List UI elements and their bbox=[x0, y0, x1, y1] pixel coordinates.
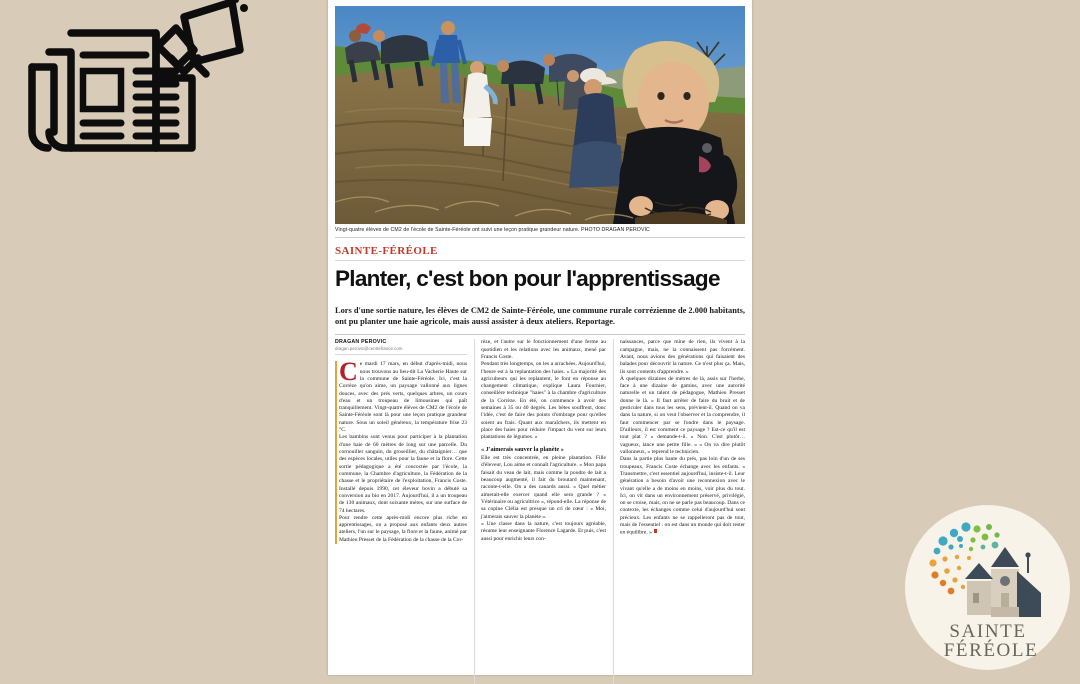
article-photo bbox=[335, 6, 745, 224]
newspaper-megaphone-icon bbox=[8, 0, 268, 175]
lead-accent-bar bbox=[335, 361, 337, 544]
article-body-columns bbox=[335, 339, 745, 684]
article-standfirst: Lors d'une sortie nature, les élèves de CM2 de Sainte-Féréole, une commune rurale corrézienne de 2.000 habitants, ont pu planter une haie agricole, mais aussi assister à deux ateliers. Reportage. bbox=[335, 305, 745, 327]
article-headline: Planter, c'est bon pour l'apprentissage bbox=[335, 265, 720, 291]
paragraph: Elle est très concentrée, en pleine plantation. Fille d'éleveur, Lou aime et connaît l'agriculture. « Mon papa faisait du veau de lait, mais comme la poudre de lait a beaucoup augmenté, il fait du broutard maintenant, raconte-t-elle. On a des canards aussi. » Quel métier aimerait-elle exercer quand elle sera grande ? « Vétérinaire ou agricultrice », répond-elle. La réponse de sa copine Clélia est presque un cri de cœur : « Moi, j'aimerais sauver la planète ». bbox=[481, 455, 606, 520]
paragraph: rèze, et l'autre sur le fonctionnement d'une ferme au quotidien et les relations avec les animaux, mené par Francis Coste. bbox=[481, 339, 606, 360]
paragraph: Les bambins sont venus pour participer à la plantation d'une haie de 60 mètres de long sur une parcelle. Du cornouiller sanguin, du groseillier, du châtaignier… que des espèces locales, utiles pour la faune et la flore. Cette sortie pédagogique a été concoctée par l'école, la commune, la Chambre d'agriculture, la Fédération de la chasse et le propriétaire de l'exploitation, Francis Coste. Installé depuis 1990, cet éleveur bovin a débuté sa conversion au bio en 2017. Aujourd'hui, il a un troupeau de 130 animaux, dont soixante mères, sur une surface de 74 hectares. bbox=[339, 434, 467, 514]
paragraph: À quelques dizaines de mètres de là, assis sur l'herbe, face à une dizaine de gamins, avec une autorité naturelle et un talent de pédagogue, Mathieu Presset donne le là. « Il faut arrêter de faire du bruit et de gesticuler dans tous les sens, prévient-il. Quand on va dans la nature, si on veut l'observer et la comprendre, il faut commencer par se fondre dans le paysage. D'ailleurs, il est comment ce paysage ? Est-ce qu'il est tout plat ? » demande-t-il. « Non. C'est plutôt… vagueux, lance une petite fille. » « On va dire plutôt vallonneux, » reprend le technicien. bbox=[620, 375, 745, 455]
sainte-fereole-logo bbox=[905, 505, 1070, 670]
headline-rule bbox=[335, 334, 745, 335]
logo-line2: FÉRÉOLE bbox=[943, 639, 1038, 661]
paragraph-text: Dans la partie plus haute du prés, pas loin d'un de ses troupeaux, Francis Coste échange avec les enfants. « Transmettre, c'est essentiel aujourd'hui, insiste-t-il. Leur génération a besoin d'avoir une reconnexion avec le vivant qu'elle a de moins en moins, voir plus du tout. Ici, on vit dans un environnement préservé, privilégié, on se croise, mais, on ne se parle pas beaucoup. Dans ce contexte, les échanges comme celui d'aujourd'hui sont précieux. Les enfants ne se rappelleront pas de tout, mais de l'essentiel : on est dans un monde qui doit rester en équilibre. » bbox=[620, 456, 745, 536]
byline-author: DRAGAN PEROVIC bbox=[335, 339, 387, 346]
logo-line1: SAINTE bbox=[948, 620, 1027, 642]
article-kicker: SAINTE-FÉRÉOLE bbox=[335, 245, 745, 261]
paragraph: naissances, parce que mine de rien, ils vivent à la campagne, mais, ne la connaissent pas forcément. Avant, nous avions des générations qui faisaient des balades pour découvrir la nature. Ce n'est plus ça. Mais, ils sont contents d'apprendre. » bbox=[620, 339, 745, 375]
paragraph bbox=[620, 456, 745, 537]
article-subhead: « J'aimerais sauver la planète » bbox=[481, 445, 564, 453]
photo-caption: Vingt-quatre élèves de CM2 de l'école de Sainte-Féréole ont suivi une leçon pratique grandeur nature. PHOTO DRAGAN PEROVIC bbox=[335, 227, 745, 238]
paragraph: « Une classe dans la nature, c'est toujours agréable, résume leur enseignante Florence Lagarde. Et puis, c'est aussi pour enrichir leurs con- bbox=[481, 520, 606, 542]
article-column-2 bbox=[474, 339, 606, 684]
article-column-3 bbox=[613, 339, 745, 684]
paragraph: Pendant très longtemps, on les a arrachées. Aujourd'hui, l'heure est à la replantation des haies. « La majorité des agriculteurs qui les replantent, le font en réponse au changement climatique, explique Laura Fournier, conseillère technique "haies" à la chambre d'agriculture de la Corrèze. En été, on commence à avoir des semaines à 35 ou 40 degrés. Les bêtes souffrent, donc l'idée, c'est de faire des points d'ombrage pour qu'elles soient au frais. Quant aux maraîchers, ils mettent en place des haies pour réduire l'impact du vent sur leurs plantations de légumes. » bbox=[481, 361, 606, 441]
newspaper-article-page bbox=[328, 0, 752, 675]
logo-village bbox=[965, 547, 1041, 617]
byline-email: dragan.perovic@centrefrance.com bbox=[335, 346, 467, 355]
end-of-article-mark bbox=[654, 529, 657, 532]
paragraph: Ce mardi 17 mars, en début d'après-midi, nous nous trouvons au lieu-dit La Vacherie Haute sur la commune de Sainte-Féréole. Ici, c'est la Corrèze qu'on aime, un paysage vallonné aux lignes douces, avec des prés verts, quelques arbres, un cours d'eau et un troupeau de limousines qui paît tranquillement. Vingt-quatre élèves de CM2 de l'école de Sainte-Féréole sont là pour une leçon pratique grandeur nature. Sous un soleil généreux, la température frise 23 °C. bbox=[339, 357, 467, 434]
article-column-1 bbox=[335, 339, 467, 684]
paragraph: Pour rendre cette après-midi encore plus riche en apprentissages, on a proposé aux enfants deux autres ateliers, l'un sur le paysage, la flore et la faune, animé par Mathieu Presset de la Fédération de la chasse de la Cor- bbox=[339, 514, 467, 543]
